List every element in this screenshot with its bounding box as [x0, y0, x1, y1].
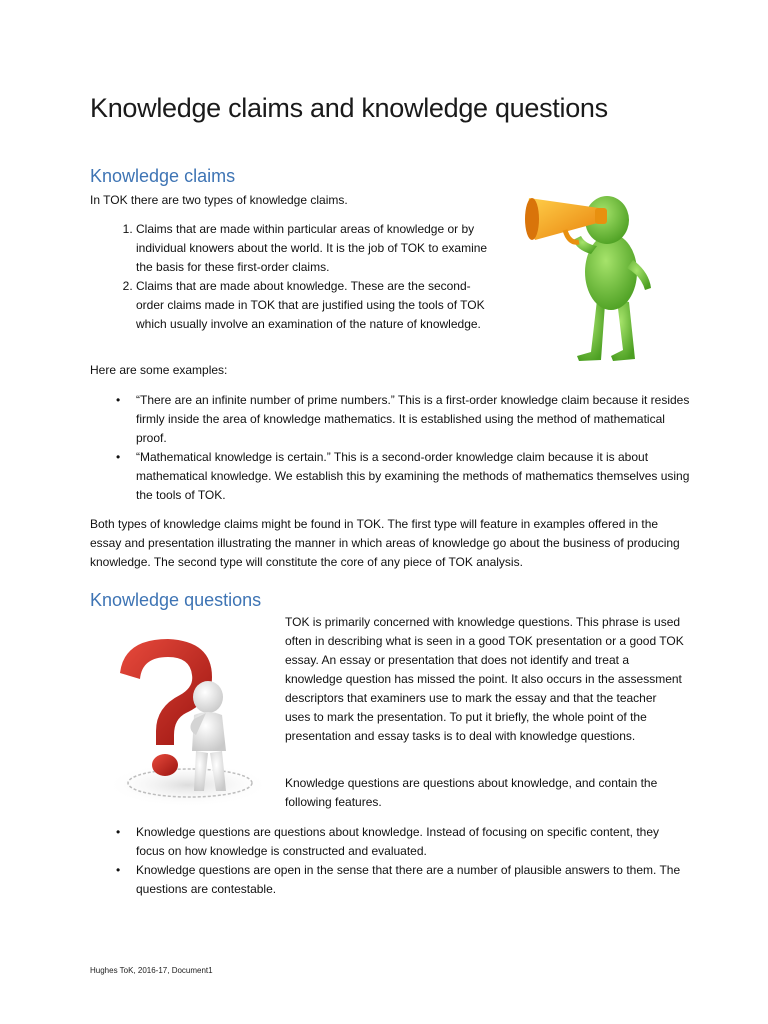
list-item-text: Knowledge questions are open in the sense that there are a number of plausible answers to them. The questions are contestable.: [136, 863, 681, 896]
claims-intro: In TOK there are two types of knowledge claims.: [90, 193, 348, 207]
bullet-glyph: •: [116, 393, 121, 407]
section-heading-knowledge-claims: Knowledge claims: [90, 166, 236, 186]
page-title: Knowledge claims and knowledge questions: [90, 93, 608, 123]
section-heading-knowledge-questions: Knowledge questions: [90, 590, 262, 610]
question-mark-figure-icon: [90, 633, 270, 813]
questions-features-intro: Knowledge questions are questions about knowledge, and contain the following features.: [285, 776, 658, 809]
examples-bullet-list: [90, 391, 690, 505]
questions-paragraph: TOK is primarily concerned with knowledge questions. This phrase is used often in describing what is seen in a good TOK presentation or a good TOK essay. An essay or presentation that does not identify and treat a knowledge question has missed the point. It also occurs in the assessment descriptors that examiners use to mark the essay and that the teacher uses to mark the presentation. To put it briefly, the whole point of the presentation and essay tasks is to deal with knowledge questions.: [285, 615, 684, 743]
claims-closing-paragraph: Both types of knowledge claims might be found in TOK. The first type will feature in examples offered in the essay and presentation illustrating the manner in which areas of knowledge go about the business of producing knowledge. The second type will constitute the core of any piece of TOK analysis.: [90, 517, 680, 569]
list-item: [90, 823, 690, 861]
list-item-text: “Mathematical knowledge is certain.” This is a second-order knowledge claim because it is about mathematical knowledge. We establish this by examining the methods of mathematics themselves using the tools of TOK.: [136, 450, 690, 502]
claims-numbered-list: [90, 220, 498, 334]
megaphone-figure-icon: [525, 180, 665, 365]
list-item: [90, 391, 690, 448]
list-item-text: Knowledge questions are questions about knowledge. Instead of focusing on specific content, they focus on how knowledge is constructed and evaluated.: [136, 825, 660, 858]
bullet-glyph: •: [116, 825, 121, 839]
examples-intro: Here are some examples:: [90, 363, 228, 377]
list-item: 2. Claims that are made about knowledge. These are the second-order claims made in TOK that are justified using the tools of TOK which usually involve an examination of the nature of knowledge.: [136, 277, 498, 334]
questions-bullet-list: [90, 823, 690, 899]
list-item: [90, 448, 690, 505]
list-item: [90, 861, 690, 899]
bullet-glyph: •: [116, 450, 121, 464]
list-item-text: “There are an infinite number of prime numbers.” This is a first-order knowledge claim because it resides firmly inside the area of knowledge mathematics. It is established using the method of mathematical proof.: [136, 393, 690, 445]
page-footer: Hughes ToK, 2016-17, Document1: [90, 966, 213, 975]
bullet-glyph: •: [116, 863, 121, 877]
list-item: 1. Claims that are made within particular areas of knowledge or by individual knowers about the world. It is the job of TOK to examine the basis for these first-order claims.: [136, 220, 498, 277]
